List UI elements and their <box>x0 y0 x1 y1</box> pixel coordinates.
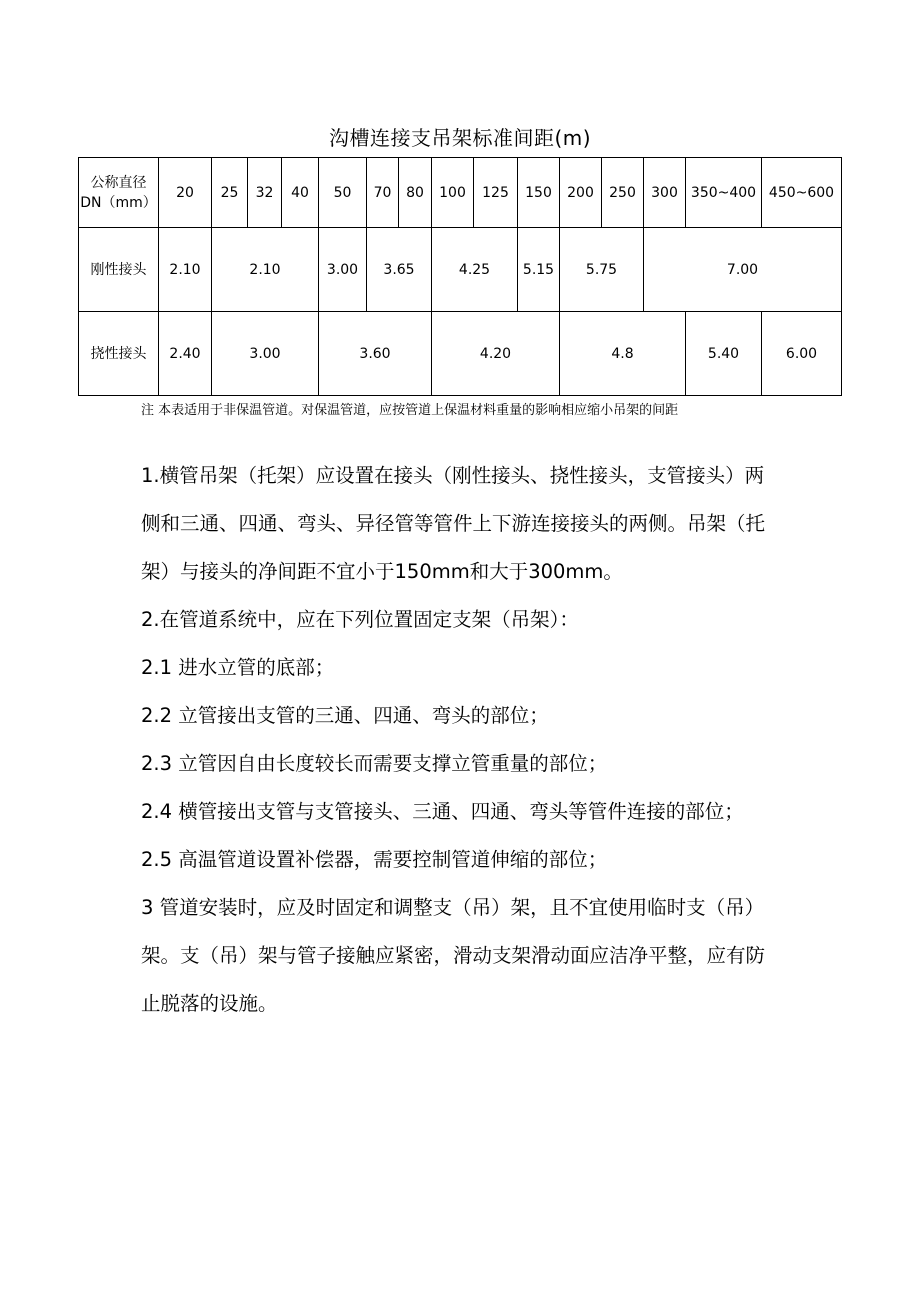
spacing-table <box>78 157 842 396</box>
header-label-line2: DN（mm） <box>80 194 157 211</box>
flexible-value-cell: 6.00 <box>762 312 842 396</box>
header-label-line1: 公称直径 <box>90 174 147 191</box>
flexible-value-cell: 4.8 <box>560 312 686 396</box>
flexible-value-cell: 2.40 <box>159 312 212 396</box>
rigid-value-cell: 5.75 <box>560 228 644 312</box>
header-label-cell <box>79 158 159 228</box>
diameter-cell: 40 <box>282 158 319 228</box>
rigid-value-cell: 2.10 <box>159 228 212 312</box>
diameter-cell: 300 <box>644 158 686 228</box>
rigid-value-cell: 3.00 <box>319 228 367 312</box>
paragraph-2-5: 2.5 高温管道设置补偿器，需要控制管道伸缩的部位； <box>141 848 608 871</box>
diameter-cell: 80 <box>399 158 432 228</box>
paragraph-2-3: 2.3 立管因自由长度较长而需要支撑立管重量的部位； <box>141 752 608 775</box>
diameter-cell: 50 <box>319 158 367 228</box>
paragraph-3: 3 管道安装时，应及时固定和调整支（吊）架，且不宜使用临时支（吊）架。支（吊）架与管子接触应紧密，滑动支架滑动面应洁净平整，应有防止脱落的设施。 <box>141 896 766 1015</box>
paragraph-2: 2.在管道系统中，应在下列位置固定支架（吊架）： <box>141 608 579 631</box>
diameter-cell: 70 <box>367 158 399 228</box>
diameter-cell: 25 <box>212 158 248 228</box>
table-row-rigid <box>79 228 842 312</box>
diameter-cell: 250 <box>602 158 644 228</box>
rigid-value-cell: 7.00 <box>644 228 842 312</box>
paragraph-2-4: 2.4 横管接出支管与支管接头、三通、四通、弯头等管件连接的部位； <box>141 800 744 823</box>
rigid-value-cell: 2.10 <box>212 228 319 312</box>
diameter-cell: 200 <box>560 158 602 228</box>
rigid-label-cell: 刚性接头 <box>79 228 159 312</box>
table-row-diameter <box>79 158 842 228</box>
table-row-flexible <box>79 312 842 396</box>
rigid-value-cell: 5.15 <box>518 228 560 312</box>
flexible-value-cell: 3.00 <box>212 312 319 396</box>
flexible-value-cell: 4.20 <box>432 312 560 396</box>
rigid-value-cell: 4.25 <box>432 228 518 312</box>
diameter-cell: 350~400 <box>686 158 762 228</box>
flexible-value-cell: 3.60 <box>319 312 432 396</box>
paragraph-2-1: 2.1 进水立管的底部； <box>141 656 335 679</box>
flexible-label-cell: 挠性接头 <box>79 312 159 396</box>
diameter-cell: 125 <box>474 158 518 228</box>
diameter-cell: 450~600 <box>762 158 842 228</box>
document-title: 沟槽连接支吊架标准间距(m) <box>328 126 592 150</box>
rigid-value-cell: 3.65 <box>367 228 432 312</box>
paragraph-2-2: 2.2 立管接出支管的三通、四通、弯头的部位； <box>141 704 549 727</box>
diameter-cell: 150 <box>518 158 560 228</box>
table-note: 注 本表适用于非保温管道。对保温管道，应按管道上保温材料重量的影响相应缩小吊架的间距 <box>141 403 679 418</box>
body-text <box>141 452 781 1028</box>
flexible-value-cell: 5.40 <box>686 312 762 396</box>
paragraph-1: 1.横管吊架（托架）应设置在接头（刚性接头、挠性接头，支管接头）两侧和三通、四通、弯头、异径管等管件上下游连接接头的两侧。吊架（托架）与接头的净间距不宜小于150mm和大于300mm。 <box>141 464 766 583</box>
diameter-cell: 32 <box>248 158 282 228</box>
diameter-cell: 20 <box>159 158 212 228</box>
diameter-cell: 100 <box>432 158 474 228</box>
